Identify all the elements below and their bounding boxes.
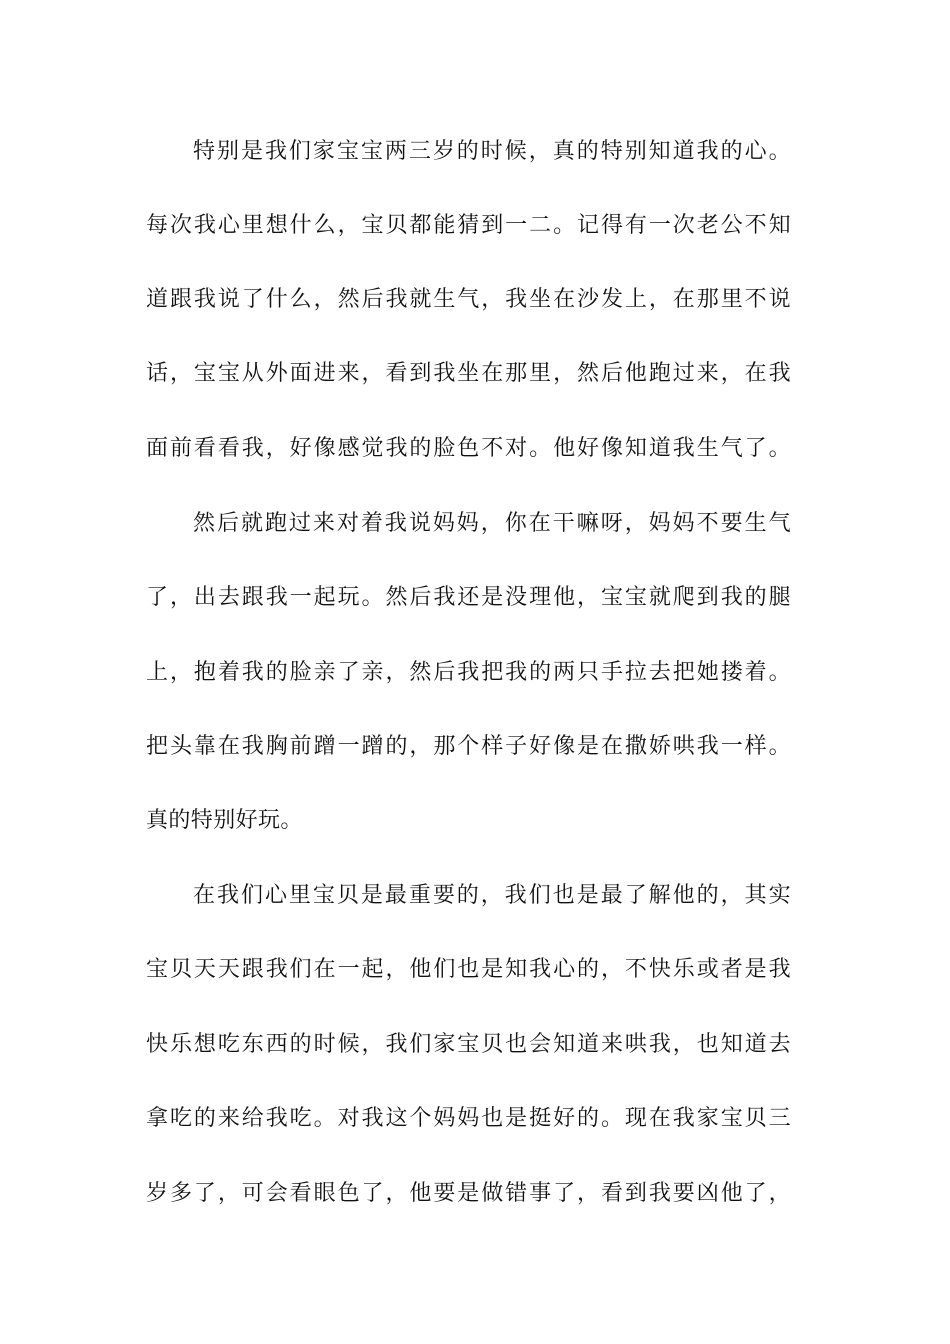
paragraph-3-line-4: 拿吃的来给我吃。对我这个妈妈也是挺好的。现在我家宝贝三	[146, 1106, 791, 1131]
paragraph-3-line-1: 在我们心里宝贝是最重要的，我们也是最了解他的，其实	[193, 883, 791, 908]
paragraph-2-line-1: 然后就跑过来对着我说妈妈，你在干嘛呀，妈妈不要生气	[193, 511, 791, 536]
paragraph-1-line-2: 每次我心里想什么，宝贝都能猜到一二。记得有一次老公不知	[146, 213, 791, 238]
paragraph-2-line-2: 了，出去跟我一起玩。然后我还是没理他，宝宝就爬到我的腿	[146, 585, 791, 610]
paragraph-1-line-1: 特别是我们家宝宝两三岁的时候，真的特别知道我的心。	[193, 139, 791, 164]
paragraph-1-line-3: 道跟我说了什么，然后我就生气，我坐在沙发上，在那里不说	[146, 287, 791, 312]
paragraph-2-line-4: 把头靠在我胸前蹭一蹭的，那个样子好像是在撒娇哄我一样。	[146, 734, 791, 759]
paragraph-3-line-5: 岁多了，可会看眼色了，他要是做错事了，看到我要凶他了，	[146, 1181, 791, 1206]
paragraph-1-line-4: 话，宝宝从外面进来，看到我坐在那里，然后他跑过来，在我	[146, 361, 791, 386]
paragraph-3-line-3: 快乐想吃东西的时候，我们家宝贝也会知道来哄我，也知道去	[146, 1032, 791, 1057]
paragraph-3-line-2: 宝贝天天跟我们在一起，他们也是知我心的，不快乐或者是我	[146, 957, 791, 982]
paragraph-2-line-3: 上，抱着我的脸亲了亲，然后我把我的两只手拉去把她搂着。	[146, 660, 791, 685]
paragraph-1-line-5: 面前看看我，好像感觉我的脸色不对。他好像知道我生气了。	[146, 436, 791, 461]
paragraph-2-line-5: 真的特别好玩。	[146, 808, 303, 833]
